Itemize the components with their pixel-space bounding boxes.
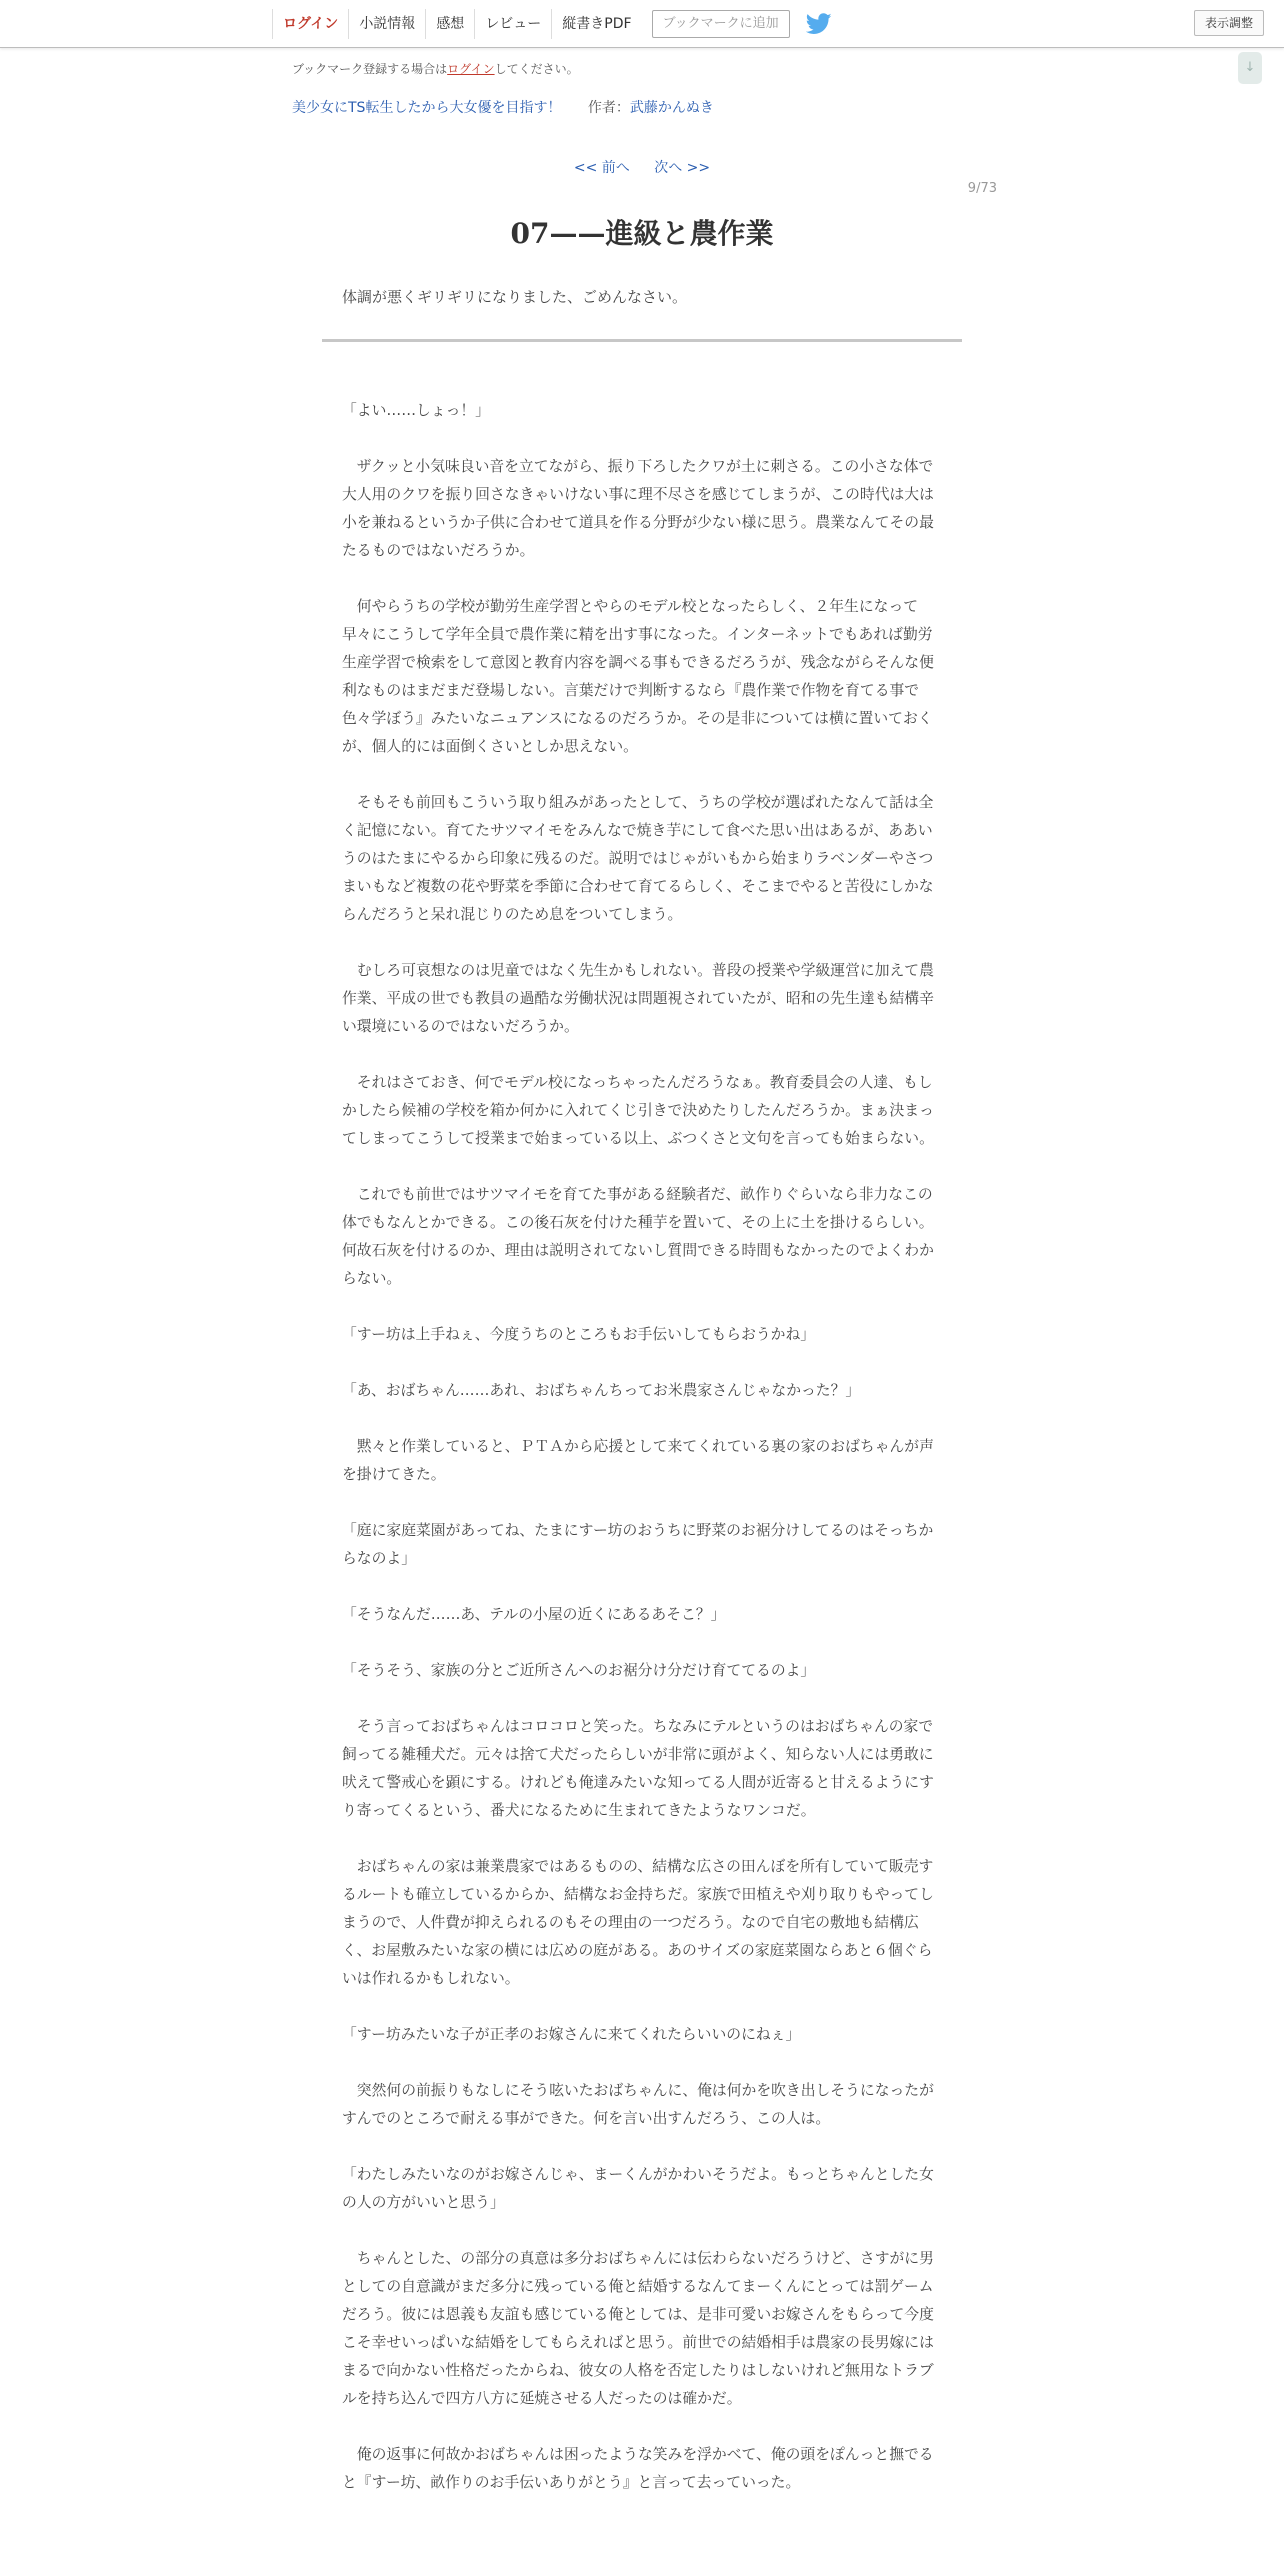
nav-bar xyxy=(272,8,832,40)
body-paragraph: これでも前世ではサツマイモを育てた事がある経験者だ、畝作りぐらいなら非力なこの体でもなんとかできる。この後石灰を付けた種芋を置いて、その上に土を掛けるらしい。何故石灰を付けるのか、理由は説明されてないし質問できる時間もなかったのでよくわからない。 xyxy=(342,1186,934,1287)
notice-login-link[interactable]: ログイン xyxy=(447,62,495,76)
body-paragraph: 「そうそう、家族の分とご近所さんへのお裾分け分だけ育ててるのよ」 xyxy=(342,1662,816,1679)
novel-body xyxy=(342,397,934,2525)
top-bar xyxy=(0,0,1284,48)
body-paragraph: 「よい……しょっ！」 xyxy=(342,402,490,419)
bookmark-notice xyxy=(292,60,579,77)
pager xyxy=(0,157,1284,177)
body-paragraph: それはさておき、何でモデル校になっちゃったんだろうなぁ。教育委員会の人達、もしかしたら候補の学校を箱か何かに入れてくじ引きで決めたりしたんだろうか。まぁ決まってしまってこうして授業まで始まっている以上、ぶつくさと文句を言っても始まらない。 xyxy=(342,1074,934,1147)
vertical-pdf-link[interactable]: 縦書きPDF xyxy=(551,9,641,39)
add-bookmark-button[interactable]: ブックマークに追加 xyxy=(652,10,790,38)
body-paragraph: ちゃんとした、の部分の真意は多分おばちゃんには伝わらないだろうけど、さすがに男としての自意識がまだ多分に残っている俺と結婚するなんてまーくんにとっては罰ゲームだろう。彼には恩義も友誼も感じている俺としては、是非可愛いお嫁さんをもらって今度こそ幸せいっぱいな結婚をしてもらえればと思う。前世での結婚相手は農家の長男嫁にはまるで向かない性格だったからね、彼女の人格を否定したりはしないけれど無用なトラブルを持ち込んで四方八方に延焼させる人だったのは確かだ。 xyxy=(342,2250,934,2407)
body-paragraph: そう言っておばちゃんはコロコロと笑った。ちなみにテルというのはおばちゃんの家で飼ってる雑種犬だ。元々は捨て犬だったらしいが非常に頭がよく、知らない人には勇敢に吠えて警戒心を顕にする。けれども俺達みたいな知ってる人間が近寄ると甘えるようにすり寄ってくるという、番犬になるために生まれてきたようなワンコだ。 xyxy=(342,1718,934,1819)
login-link[interactable]: ログイン xyxy=(272,9,348,39)
author-link[interactable]: 武藤かんぬき xyxy=(629,100,714,116)
novel-title-line xyxy=(292,97,714,117)
prev-page-link[interactable]: << 前へ xyxy=(573,160,630,176)
body-paragraph: 「すー坊は上手ねぇ、今度うちのところもお手伝いしてもらおうかね」 xyxy=(342,1326,816,1343)
twitter-icon[interactable] xyxy=(806,13,832,35)
body-paragraph: 俺の返事に何故かおばちゃんは困ったような笑みを浮かべて、俺の頭をぽんっと撫でると『すー坊、畝作りのお手伝いありがとう』と言って去っていった。 xyxy=(342,2446,934,2491)
body-paragraph: 「すー坊みたいな子が正孝のお嫁さんに来てくれたらいいのにねぇ」 xyxy=(342,2026,801,2043)
novel-info-link[interactable]: 小説情報 xyxy=(348,9,425,39)
scroll-down-button[interactable]: ↓ xyxy=(1238,52,1262,84)
notice-text-after: してください。 xyxy=(494,62,579,76)
body-paragraph: 何やらうちの学校が勤労生産学習とやらのモデル校となったらしく、２年生になって早々にこうして学年全員で農作業に精を出す事になった。インターネットでもあれば勤労生産学習で検索をして意図と教育内容を調べる事もできるだろうが、残念ながらそんな便利なものはまだまだ登場しない。言葉だけで判断するなら『農作業で作物を育てる事で色々学ぼう』みたいなニュアンスになるのだろうか。その是非については横に置いておくが、個人的には面倒くさいとしか思えない。 xyxy=(342,598,934,755)
preface-divider xyxy=(322,339,962,342)
chapter-title: 07——進級と農作業 xyxy=(510,217,774,250)
body-paragraph: 「あ、おばちゃん……あれ、おばちゃんちってお米農家さんじゃなかった？」 xyxy=(342,1382,861,1399)
impressions-link[interactable]: 感想 xyxy=(425,9,474,39)
body-paragraph: むしろ可哀想なのは児童ではなく先生かもしれない。普段の授業や学級運営に加えて農作業、平成の世でも教員の過酷な労働状況は問題視されていたが、昭和の先生達も結構辛い環境にいるのではないだろうか。 xyxy=(342,962,934,1035)
body-paragraph: ザクッと小気味良い音を立てながら、振り下ろしたクワが土に刺さる。この小さな体で大人用のクワを振り回さなきゃいけない事に理不尽さを感じてしまうが、この時代は大は小を兼ねるというか子供に合わせて道具を作る分野が少ない様に思う。農業なんてその最たるものではないだろうか。 xyxy=(342,458,934,559)
body-paragraph: 「そうなんだ……あ、テルの小屋の近くにあるあそこ？」 xyxy=(342,1606,726,1623)
body-paragraph: 黙々と作業していると、ＰＴＡから応援として来てくれている裏の家のおばちゃんが声を掛けてきた。 xyxy=(342,1438,934,1483)
review-link[interactable]: レビュー xyxy=(474,9,551,39)
display-settings-button[interactable]: 表示調整 xyxy=(1194,10,1264,36)
author-label: 作者： xyxy=(587,100,630,116)
body-paragraph: おばちゃんの家は兼業農家ではあるものの、結構な広さの田んぼを所有していて販売するルートも確立しているからか、結構なお金持ちだ。家族で田植えや刈り取りもやってしまうので、人件費が抑えられるのもその理由の一つだろう。なので自宅の敷地も結構広く、お屋敷みたいな家の横には広めの庭がある。あのサイズの家庭菜園ならあと６個ぐらいは作れるかもしれない。 xyxy=(342,1858,934,1987)
next-page-link[interactable]: 次へ >> xyxy=(654,160,711,176)
body-paragraph: そもそも前回もこういう取り組みがあったとして、うちの学校が選ばれたなんて話は全く記憶にない。育てたサツマイモをみんなで焼き芋にして食べた思い出はあるが、ああいうのはたまにやるから印象に残るのだ。説明ではじゃがいもから始まりラベンダーやさつまいもなど複数の花や野菜を季節に合わせて育てるらしく、そこまでやると苦役にしかならんだろうと呆れ混じりのため息をついてしまう。 xyxy=(342,794,934,923)
chapter-preface: 体調が悪くギリギリになりました、ごめんなさい。 xyxy=(342,288,688,306)
body-paragraph: 突然何の前振りもなしにそう呟いたおばちゃんに、俺は何かを吹き出しそうになったがすんでのところで耐える事ができた。何を言い出すんだろう、この人は。 xyxy=(342,2082,934,2127)
body-paragraph: 「わたしみたいなのがお嫁さんじゃ、まーくんがかわいそうだよ。もっとちゃんとした女の人の方がいいと思う」 xyxy=(342,2166,934,2211)
notice-text-before: ブックマーク登録する場合は xyxy=(292,62,448,76)
page-counter: 9/73 xyxy=(967,181,997,196)
novel-title-link[interactable]: 美少女にTS転生したから大女優を目指す！ xyxy=(292,100,562,116)
body-paragraph: 「庭に家庭菜園があってね、たまにすー坊のおうちに野菜のお裾分けしてるのはそっちからなのよ」 xyxy=(342,1522,934,1567)
